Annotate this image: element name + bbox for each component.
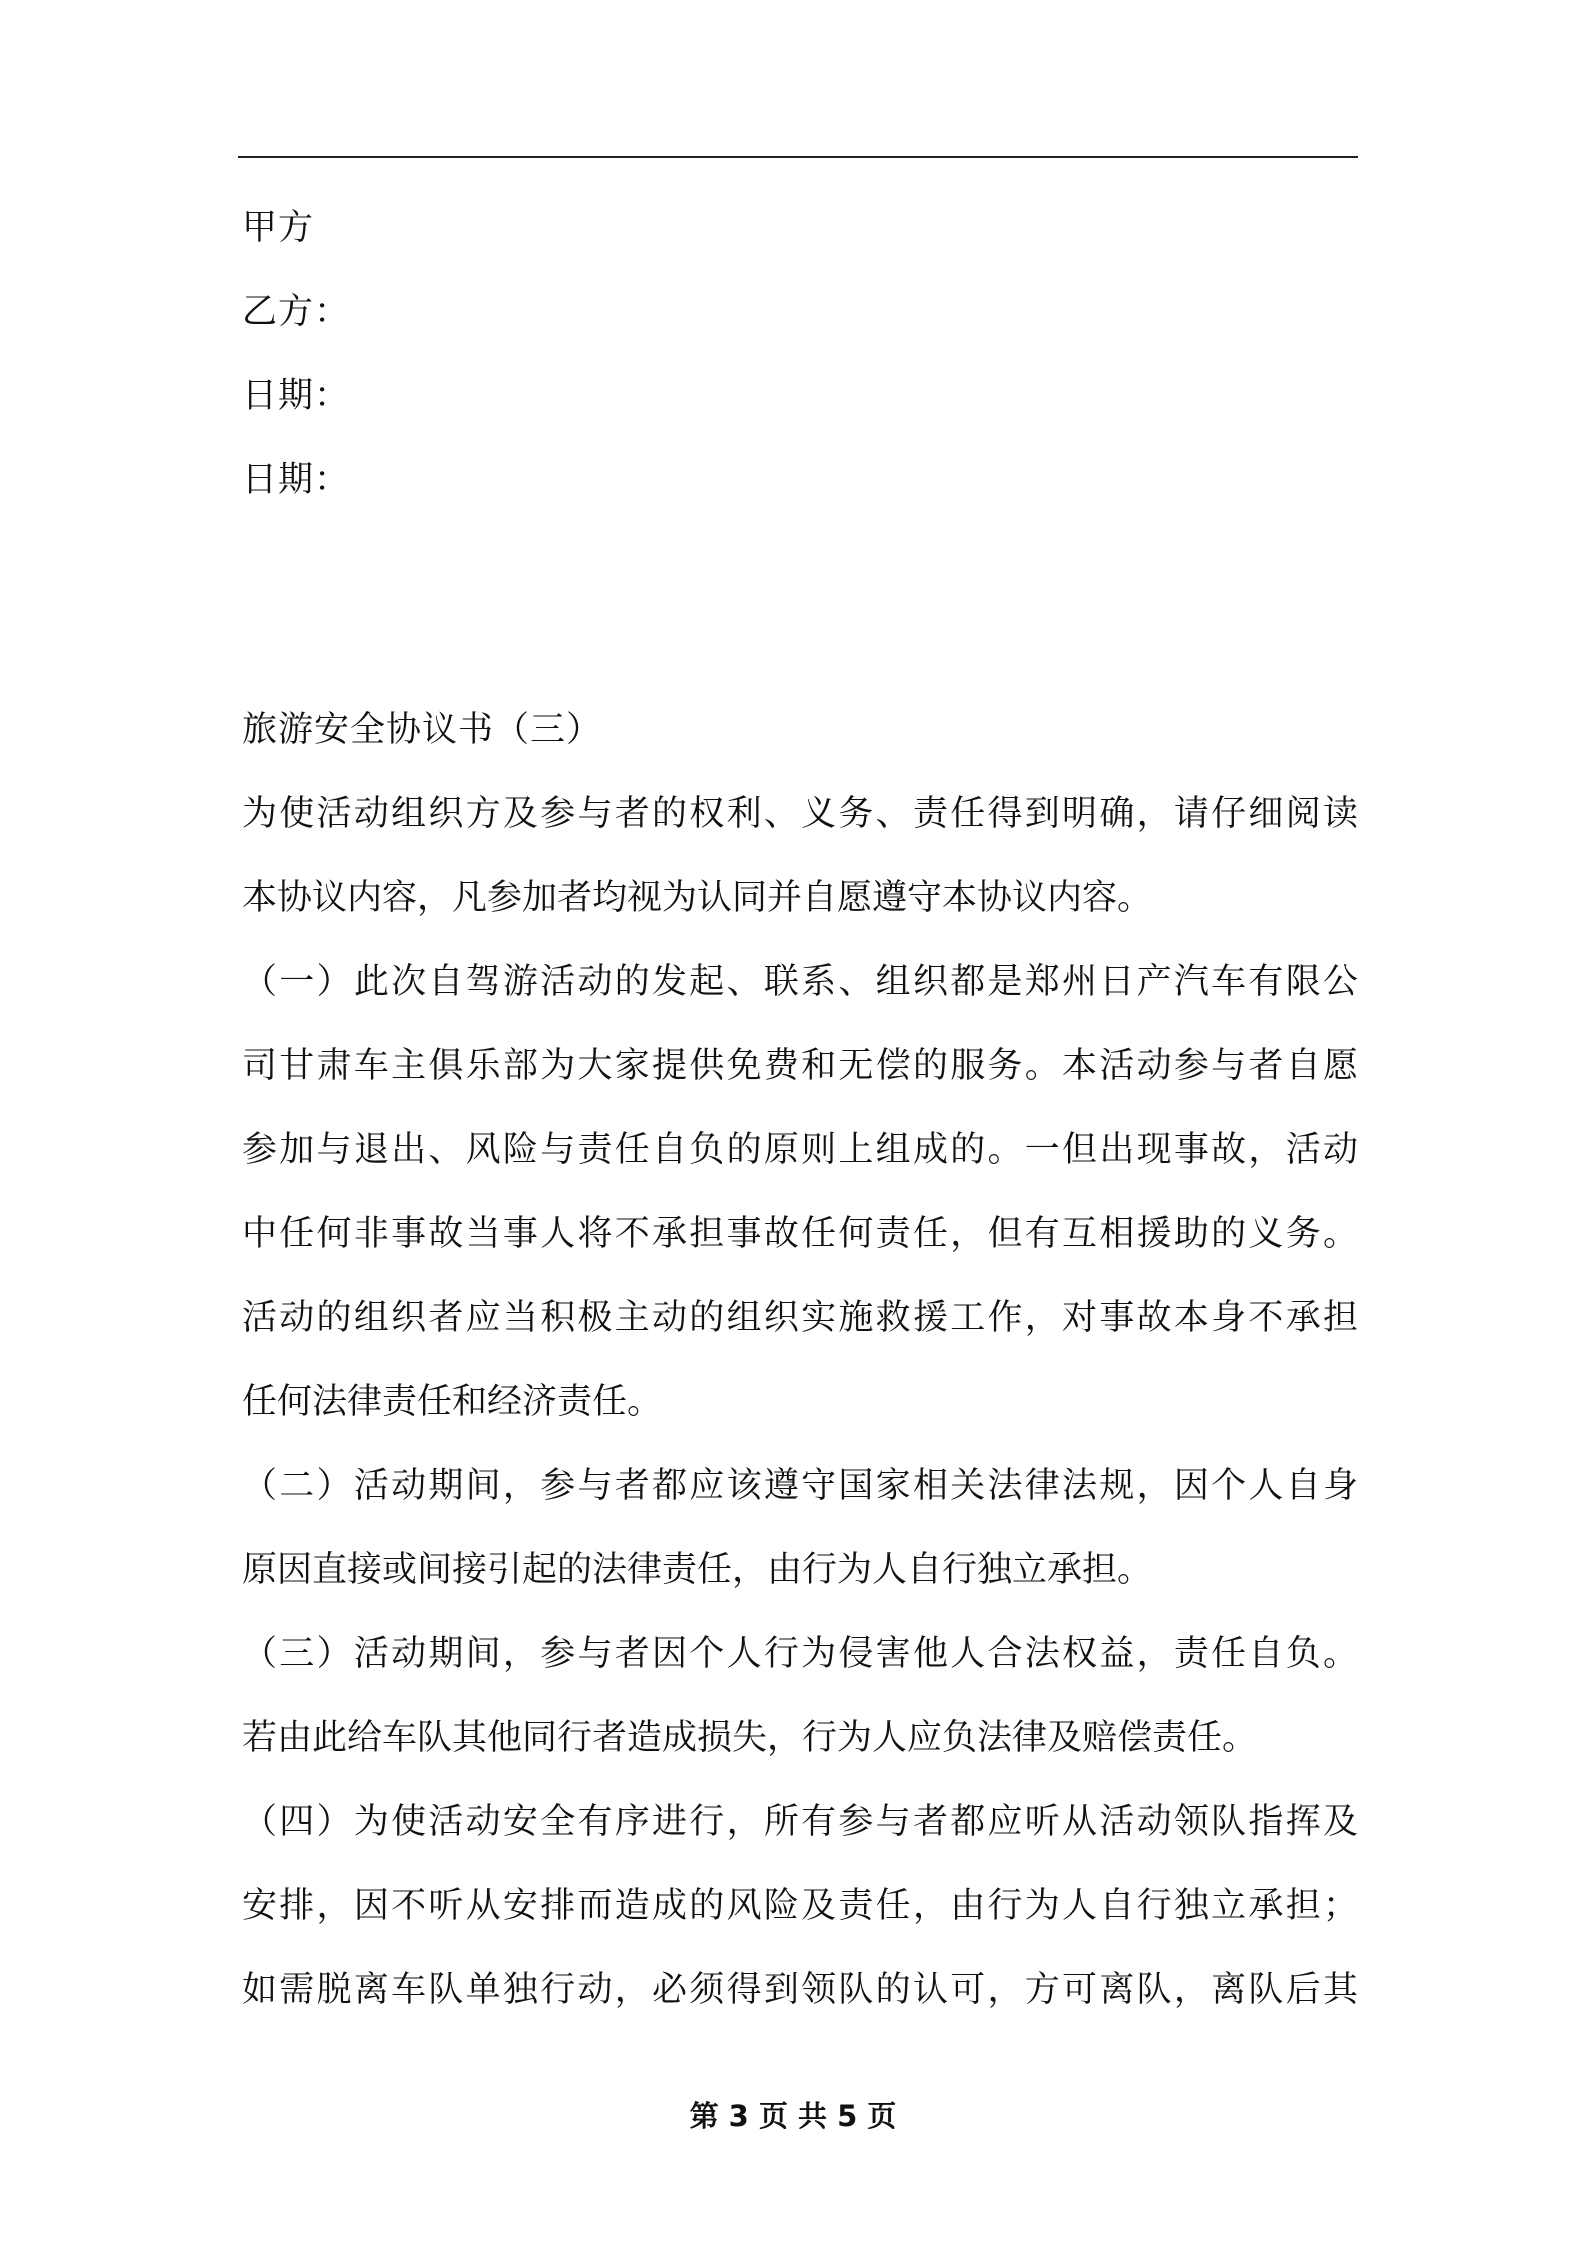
page-footer: 第 3 页 共 5 页 (689, 2099, 897, 2133)
body-line: 为使活动组织方及参与者的权利、义务、责任得到明确，请仔细阅读 (242, 794, 1358, 834)
body-line: 安排，因不听从安排而造成的风险及责任，由行为人自行独立承担； (242, 1886, 1358, 1926)
body-line: 中任何非事故当事人将不承担事故任何责任，但有互相援助的义务。 (242, 1214, 1358, 1254)
body-line: 任何法律责任和经济责任。 (242, 1382, 663, 1422)
body-line: （一）此次自驾游活动的发起、联系、组织都是郑州日产汽车有限公 (242, 962, 1358, 1002)
body-line: 活动的组织者应当积极主动的组织实施救援工作，对事故本身不承担 (242, 1298, 1358, 1338)
date-label-2: 日期： (242, 460, 351, 500)
body-line: （三）活动期间，参与者因个人行为侵害他人合法权益，责任自负。 (242, 1634, 1358, 1674)
party-b-label: 乙方： (242, 292, 351, 332)
document-title: 旅游安全协议书（三） (242, 710, 603, 750)
body-line: 参加与退出、风险与责任自负的原则上组成的。一但出现事故，活动 (242, 1130, 1358, 1170)
party-a-label: 甲方 (242, 208, 315, 248)
date-label-1: 日期： (242, 376, 351, 416)
body-line: （四）为使活动安全有序进行，所有参与者都应听从活动领队指挥及 (242, 1802, 1358, 1842)
body-line: 若由此给车队其他同行者造成损失，行为人应负法律及赔偿责任。 (242, 1718, 1258, 1758)
header-rule (238, 156, 1358, 158)
body-line: 司甘肃车主俱乐部为大家提供免费和无偿的服务。本活动参与者自愿 (242, 1046, 1358, 1086)
body-line: 如需脱离车队单独行动，必须得到领队的认可，方可离队，离队后其 (242, 1970, 1358, 2010)
body-line: 本协议内容，凡参加者均视为认同并自愿遵守本协议内容。 (242, 878, 1153, 918)
body-line: 原因直接或间接引起的法律责任，由行为人自行独立承担。 (242, 1550, 1153, 1590)
body-line: （二）活动期间，参与者都应该遵守国家相关法律法规，因个人自身 (242, 1466, 1358, 1506)
